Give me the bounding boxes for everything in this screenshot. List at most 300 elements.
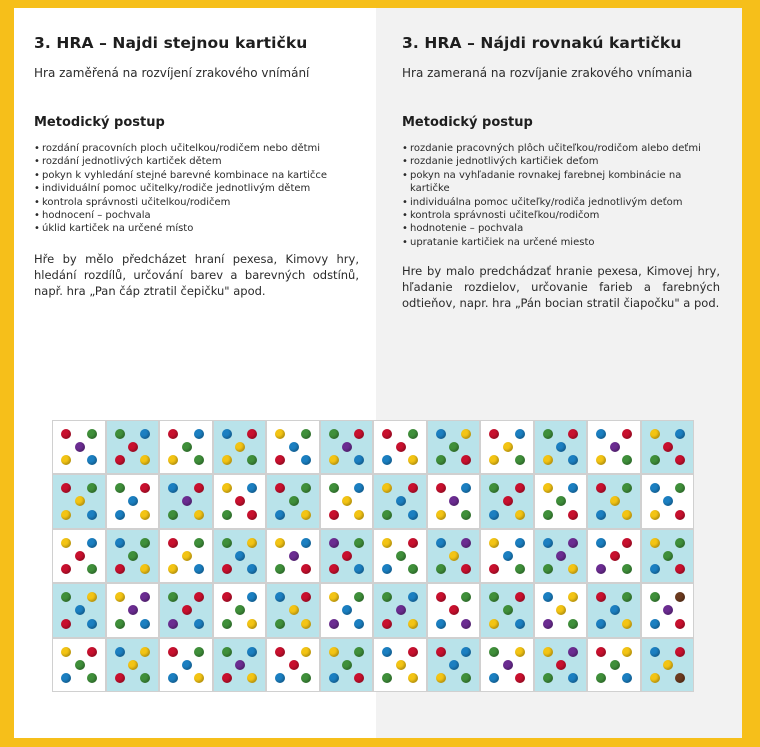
card-dot [610,442,620,452]
card-dot [663,442,673,452]
color-card[interactable] [52,529,106,583]
card-dot [449,605,459,615]
card-dot [115,429,125,439]
color-card[interactable] [373,474,427,528]
card-dot [596,647,606,657]
card-dot [408,564,418,574]
card-dot [663,496,673,506]
card-dot [675,564,685,574]
color-card[interactable] [534,583,588,637]
card-dot [222,538,232,548]
card-dot [489,429,499,439]
card-dot [247,673,257,683]
card-dot [568,455,578,465]
color-card[interactable] [373,529,427,583]
card-dot [675,483,685,493]
card-dot [222,564,232,574]
card-dot [515,564,525,574]
card-dot [556,605,566,615]
card-dot [342,442,352,452]
card-dot [489,647,499,657]
color-card[interactable] [106,638,160,692]
color-card[interactable] [641,420,695,474]
card-dot [382,538,392,548]
color-card[interactable] [480,638,534,692]
card-dot [115,538,125,548]
color-card[interactable] [480,583,534,637]
card-dot [289,605,299,615]
card-dot [382,564,392,574]
card-dot [543,619,553,629]
color-card[interactable] [320,583,374,637]
card-dot [168,429,178,439]
card-dot [247,429,257,439]
card-dot [140,510,150,520]
card-dot [503,605,513,615]
card-dot [436,538,446,548]
card-dot [675,538,685,548]
color-card[interactable] [427,420,481,474]
card-dot [568,647,578,657]
card-dot [115,673,125,683]
card-dot [222,592,232,602]
card-dot [596,564,606,574]
card-dot [247,538,257,548]
card-dot [515,429,525,439]
card-dot [543,455,553,465]
card-dot [675,455,685,465]
card-dot [675,592,685,602]
card-dot [75,442,85,452]
card-dot [436,455,446,465]
card-dot [354,538,364,548]
color-card[interactable] [266,529,320,583]
card-dot [140,429,150,439]
card-dot [354,647,364,657]
card-dot [515,538,525,548]
card-dot [408,455,418,465]
card-dot [461,673,471,683]
slovak-paragraph: Hre by malo predchádzať hranie pexesa, Kimovej hry, hľadanie rozdielov, určovanie farieb a farebných odtieňov, napr. hra „Pán bocian stratil čiapočku" a pod. [402,264,720,311]
slovak-method-heading: Metodický postup [402,115,533,130]
card-dot [329,455,339,465]
card-dot [461,483,471,493]
slovak-step: • rozdanie jednotlivých kartičiek deťom [402,155,720,168]
color-card[interactable] [213,420,267,474]
card-dot [610,605,620,615]
color-card[interactable] [534,474,588,528]
card-dot [515,455,525,465]
card-dot [301,510,311,520]
card-dot [140,483,150,493]
card-dot [449,496,459,506]
card-dot [354,619,364,629]
czech-step: • kontrola správnosti učitelkou/rodičem [34,196,359,209]
card-dot [87,483,97,493]
card-dot [396,660,406,670]
card-dot [289,496,299,506]
card-dot [329,429,339,439]
card-dot [382,455,392,465]
card-dot [622,564,632,574]
card-dot [247,564,257,574]
card-dot [329,647,339,657]
color-card[interactable] [106,474,160,528]
color-card[interactable] [159,474,213,528]
color-card[interactable] [641,474,695,528]
card-dot [61,538,71,548]
card-dot [543,538,553,548]
card-dot [515,673,525,683]
card-dot [75,551,85,561]
card-dot [354,592,364,602]
card-dot [289,442,299,452]
card-dot [194,564,204,574]
card-dot [396,551,406,561]
card-dot [596,455,606,465]
card-dot [168,538,178,548]
card-dot [489,538,499,548]
card-dot [275,429,285,439]
card-dot [650,647,660,657]
color-card[interactable] [159,529,213,583]
card-dot [275,538,285,548]
card-dot [194,647,204,657]
card-dot [87,510,97,520]
card-dot [61,592,71,602]
card-dot [247,647,257,657]
czech-paragraph: Hře by mělo předcházet hraní pexesa, Kimovy hry, hledání rozdílů, určování barev a barevných odstínů, např. hra „Pan čáp ztratil čepičku" apod. [34,251,359,298]
card-dot [436,564,446,574]
card-dot [556,551,566,561]
card-dot [461,538,471,548]
card-dot [354,673,364,683]
card-dot [568,510,578,520]
color-card[interactable] [534,638,588,692]
color-card[interactable] [427,638,481,692]
card-dot [235,660,245,670]
color-card[interactable] [587,474,641,528]
card-dot [329,538,339,548]
card-dot [75,496,85,506]
card-dot [168,619,178,629]
card-dot [354,564,364,574]
card-dot [222,619,232,629]
card-dot [329,592,339,602]
color-card[interactable] [587,638,641,692]
card-dot [247,510,257,520]
card-dot [515,647,525,657]
card-dot [342,551,352,561]
card-dot [543,483,553,493]
color-card[interactable] [266,474,320,528]
card-dot [515,619,525,629]
color-card[interactable] [266,583,320,637]
color-card[interactable] [213,638,267,692]
slovak-step: • upratanie kartičiek na určené miesto [402,236,720,249]
color-card[interactable] [534,529,588,583]
color-card[interactable] [320,420,374,474]
card-dot [275,647,285,657]
card-dot [515,483,525,493]
card-dot [596,483,606,493]
card-dot [436,619,446,629]
card-dot [61,673,71,683]
color-card[interactable] [52,583,106,637]
color-card[interactable] [213,583,267,637]
card-dot [128,496,138,506]
card-dot [556,496,566,506]
card-dot [235,442,245,452]
color-card[interactable] [373,583,427,637]
card-dot [449,442,459,452]
card-dot [140,564,150,574]
card-dot [329,564,339,574]
card-dot [503,660,513,670]
czech-method-heading: Metodický postup [34,115,165,130]
card-dot [568,619,578,629]
card-dot [194,538,204,548]
color-card[interactable] [106,583,160,637]
card-dot [194,592,204,602]
card-dot [610,660,620,670]
card-dot [461,619,471,629]
card-dot [408,510,418,520]
card-dot [650,592,660,602]
slovak-title: 3. HRA – Nájdi rovnakú kartičku [402,34,682,52]
card-dot [382,619,392,629]
card-dot [461,510,471,520]
card-grid [52,420,694,692]
color-card[interactable] [641,583,695,637]
color-card[interactable] [159,638,213,692]
color-card[interactable] [52,638,106,692]
color-card[interactable] [480,529,534,583]
card-dot [275,619,285,629]
color-card[interactable] [213,474,267,528]
card-dot [436,429,446,439]
card-dot [329,619,339,629]
card-dot [610,551,620,561]
card-dot [128,660,138,670]
card-dot [408,647,418,657]
card-dot [222,673,232,683]
card-dot [128,442,138,452]
card-dot [382,510,392,520]
card-dot [301,564,311,574]
color-card[interactable] [480,420,534,474]
card-dot [596,510,606,520]
card-dot [436,673,446,683]
card-dot [382,647,392,657]
card-dot [543,429,553,439]
card-dot [247,619,257,629]
czech-steps-list [34,142,359,236]
card-dot [382,592,392,602]
card-dot [449,660,459,670]
card-dot [115,483,125,493]
color-card[interactable] [159,583,213,637]
czech-step: • hodnocení – pochvala [34,209,359,222]
card-dot [622,673,632,683]
card-dot [675,619,685,629]
slovak-step: • hodnotenie – pochvala [402,222,720,235]
card-dot [275,673,285,683]
color-card[interactable] [106,420,160,474]
color-card[interactable] [52,420,106,474]
card-dot [489,483,499,493]
card-dot [329,673,339,683]
czech-column [34,34,359,299]
card-dot [556,442,566,452]
czech-title: 3. HRA – Najdi stejnou kartičku [34,34,308,52]
card-dot [515,510,525,520]
color-card[interactable] [587,529,641,583]
card-dot [301,647,311,657]
card-dot [568,429,578,439]
card-dot [222,483,232,493]
card-dot [61,564,71,574]
card-dot [128,551,138,561]
card-dot [596,538,606,548]
card-dot [650,429,660,439]
card-dot [489,592,499,602]
card-dot [503,551,513,561]
color-card[interactable] [427,529,481,583]
card-dot [87,538,97,548]
color-card[interactable] [373,638,427,692]
card-dot [115,619,125,629]
color-card[interactable] [587,583,641,637]
card-dot [408,483,418,493]
card-dot [515,592,525,602]
card-dot [222,510,232,520]
card-dot [194,619,204,629]
card-dot [75,605,85,615]
card-dot [61,429,71,439]
card-dot [140,592,150,602]
card-dot [650,538,660,548]
color-card[interactable] [427,583,481,637]
color-card[interactable] [320,529,374,583]
slovak-column [402,34,720,311]
color-card[interactable] [266,420,320,474]
card-dot [461,592,471,602]
card-dot [247,592,257,602]
card-dot [235,551,245,561]
card-dot [194,455,204,465]
card-dot [650,455,660,465]
card-dot [301,483,311,493]
card-dot [436,592,446,602]
card-dot [354,483,364,493]
card-dot [543,673,553,683]
card-dot [168,483,178,493]
color-card[interactable] [106,529,160,583]
color-card[interactable] [320,638,374,692]
card-dot [115,592,125,602]
card-dot [182,660,192,670]
card-dot [275,564,285,574]
color-card[interactable] [373,420,427,474]
card-dot [87,619,97,629]
card-dot [342,496,352,506]
color-card[interactable] [159,420,213,474]
card-dot [301,538,311,548]
card-dot [128,605,138,615]
card-dot [489,619,499,629]
slovak-step: • rozdanie pracovných plôch učiteľkou/rodičom alebo deťmi [402,142,720,155]
card-dot [396,442,406,452]
slovak-step: • pokyn na vyhľadanie rovnakej farebnej kombinácie na kartičke [402,169,720,196]
card-dot [301,673,311,683]
card-dot [289,551,299,561]
card-dot [568,564,578,574]
card-dot [168,564,178,574]
czech-step: • pokyn k vyhledání stejné barevné kombinace na kartičce [34,169,359,182]
color-card[interactable] [641,529,695,583]
card-dot [275,510,285,520]
card-dot [301,592,311,602]
card-dot [449,551,459,561]
card-dot [140,673,150,683]
card-dot [115,455,125,465]
card-dot [168,592,178,602]
color-card[interactable] [641,638,695,692]
card-dot [461,647,471,657]
card-dot [382,483,392,493]
card-dot [622,647,632,657]
card-dot [194,483,204,493]
slovak-steps-list [402,142,720,249]
card-dot [275,483,285,493]
color-card[interactable] [480,474,534,528]
card-dot [622,592,632,602]
card-dot [235,605,245,615]
card-dot [675,647,685,657]
card-dot [182,605,192,615]
slovak-step: • individuálna pomoc učiteľky/rodiča jednotlivým deťom [402,196,720,209]
card-dot [489,564,499,574]
color-card[interactable] [320,474,374,528]
card-dot [663,551,673,561]
color-card[interactable] [534,420,588,474]
card-dot [140,647,150,657]
czech-subtitle: Hra zaměřená na rozvíjení zrakového vnímání [34,66,310,80]
card-dot [461,564,471,574]
card-dot [115,564,125,574]
czech-step: • rozdání jednotlivých kartiček dětem [34,155,359,168]
card-dot [675,429,685,439]
color-card[interactable] [52,474,106,528]
color-card[interactable] [427,474,481,528]
color-card[interactable] [266,638,320,692]
color-card[interactable] [213,529,267,583]
color-card[interactable] [587,420,641,474]
card-dot [140,455,150,465]
card-dot [194,673,204,683]
card-dot [382,429,392,439]
card-dot [622,510,632,520]
card-dot [408,592,418,602]
card-dot [503,442,513,452]
card-dot [61,619,71,629]
card-dot [247,483,257,493]
card-dot [168,510,178,520]
slovak-subtitle: Hra zameraná na rozvíjanie zrakového vnímania [402,66,693,80]
card-dot [461,429,471,439]
card-dot [168,647,178,657]
